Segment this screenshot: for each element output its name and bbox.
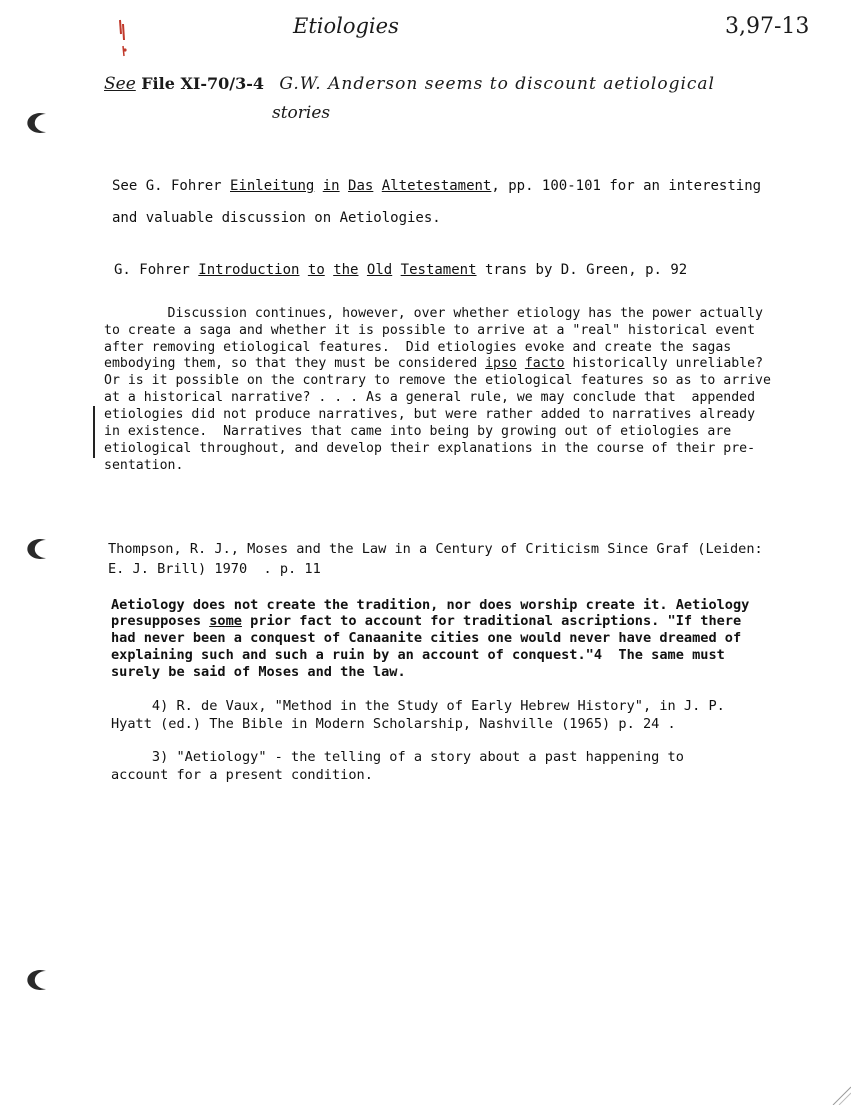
aetiology-line: surely be said of Moses and the law. (111, 664, 406, 680)
footnote-4-line2: Hyatt (ed.) The Bible in Modern Scholarship, Nashville (1965) p. 24 . (111, 716, 676, 732)
handwritten-note-line1 (104, 74, 715, 94)
fohrer-einleitung-ref-line2: and valuable discussion on Aetiologies. (112, 210, 441, 226)
fohrer-einleitung-ref: See G. Fohrer Einleitung in Das Altetestament, pp. 100-101 for an interesting (112, 178, 762, 194)
note-file: File XI-70/3-4 (141, 74, 265, 93)
aetiology-line: had never been a conquest of Canaanite cities one would never have dreamed of (111, 630, 742, 646)
handwritten-code: 3,97-13 (725, 14, 810, 39)
thompson-ref-line2: E. J. Brill) 1970 . p. 11 (108, 561, 321, 577)
note-text: G.W. Anderson seems to discount aetiological (279, 74, 715, 94)
note-see: See (104, 74, 136, 94)
quote-line: Discussion continues, however, over whether etiology has the power actually (104, 306, 763, 321)
red-mark-icon (116, 18, 130, 58)
handwritten-title: Etiologies (293, 14, 399, 38)
margin-bar (93, 406, 95, 458)
quote-line: sentation. (104, 458, 184, 473)
quote-line: after removing etiological features. Did etiologies evoke and create the sagas (104, 340, 732, 355)
aetiology-line: presupposes some prior fact to account for traditional ascriptions. "If there (111, 613, 742, 629)
punch-hole (18, 536, 46, 558)
quote-line: etiologies did not produce narratives, but were rather added to narratives already (104, 407, 756, 422)
footnote-3-line1: 3) "Aetiology" - the telling of a story about a past happening to (111, 749, 684, 765)
thompson-ref-line1: Thompson, R. J., Moses and the Law in a Century of Criticism Since Graf (Leiden: (108, 541, 763, 557)
quote-line: at a historical narrative? . . . As a general rule, we may conclude that appended (104, 390, 756, 405)
quote-line: to create a saga and whether it is possible to arrive at a "real" historical event (104, 323, 756, 338)
punch-hole (18, 110, 46, 132)
footnote-3-line2: account for a present condition. (111, 767, 373, 783)
quote-line: etiological throughout, and develop their explanations in the course of their pre- (104, 441, 756, 456)
aetiology-line: explaining such and such a ruin by an account of conquest."4 The same must (111, 647, 725, 663)
punch-hole (18, 967, 46, 989)
fohrer-introduction-ref: G. Fohrer Introduction to the Old Testament trans by D. Green, p. 92 (114, 262, 688, 278)
aetiology-line: Aetiology does not create the tradition, nor does worship create it. Aetiology (111, 597, 750, 613)
footnote-4-line1: 4) R. de Vaux, "Method in the Study of Early Hebrew History", in J. P. (111, 698, 725, 714)
handwritten-note-line2: stories (272, 103, 331, 123)
quote-line: embodying them, so that they must be considered ipso facto historically unreliable? (104, 356, 764, 371)
page-corner-icon (829, 1083, 851, 1105)
quote-line: Or is it possible on the contrary to remove the etiological features so as to arrive (104, 373, 771, 388)
quote-line: in existence. Narratives that came into being by growing out of etiologies are (104, 424, 732, 439)
